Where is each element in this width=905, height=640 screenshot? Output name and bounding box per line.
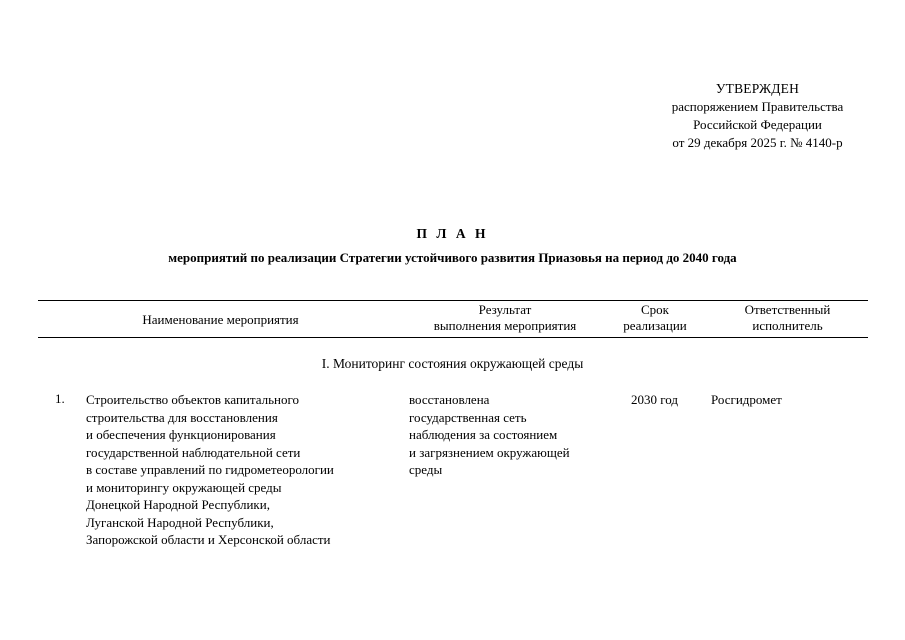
activity-line: Запорожской области и Херсонской области (86, 532, 331, 547)
result-line: государственная сеть (409, 409, 527, 425)
activity-line: и мониторингу окружающей среды (86, 479, 282, 495)
result-line: среды (409, 462, 443, 477)
activity-line: в составе управлений по гидрометеорологии (86, 462, 334, 477)
header-responsible-line-2: исполнитель (752, 318, 823, 333)
section-title: I. Мониторинг состояния окружающей среды (321, 356, 584, 371)
activity-line: и обеспечения функционирования (86, 427, 276, 442)
activity-line: Строительство объектов капитального (86, 392, 299, 407)
table-header-bottom-rule (38, 337, 868, 338)
activity-line: Луганской Народной Республики, (86, 514, 274, 530)
header-term-line-1: Срок (641, 302, 669, 317)
activity-line: государственной наблюдательной сети (86, 444, 301, 460)
result-line: и загрязнением окружающей (409, 444, 570, 460)
result-line: восстановлена (409, 392, 490, 407)
approval-heading: УТВЕРЖДЕН (715, 81, 800, 96)
header-result (405, 302, 605, 334)
approval-line-2: Российской Федерации (693, 117, 822, 132)
row-term: 2030 год (631, 392, 678, 407)
header-term-line-2: реализации (623, 318, 687, 333)
header-name: Наименование мероприятия (142, 312, 299, 327)
activity-line: Донецкой Народной Республики, (86, 497, 270, 512)
row-result (409, 391, 570, 479)
approval-line-1: распоряжением Правительства (671, 99, 844, 114)
header-result-line-1: Результат (478, 302, 532, 317)
approval-line-3: от 29 декабря 2025 г. № 4140-р (672, 135, 843, 150)
header-responsible-line-1: Ответственный (744, 302, 831, 317)
document-title: П Л А Н (416, 226, 489, 241)
row-activity-name (86, 391, 334, 549)
header-result-line-2: выполнения мероприятия (433, 318, 577, 333)
header-term (615, 302, 695, 334)
result-line: наблюдения за состоянием (409, 427, 558, 442)
row-number: 1. (55, 391, 65, 406)
header-responsible (705, 302, 870, 334)
table-header-top-rule (38, 300, 868, 301)
activity-line: строительства для восстановления (86, 409, 278, 425)
document-subtitle: мероприятий по реализации Стратегии устойчивого развития Приазовья на период до 2040 года (168, 250, 737, 265)
row-responsible: Росгидромет (711, 392, 782, 407)
approval-block (650, 80, 865, 152)
